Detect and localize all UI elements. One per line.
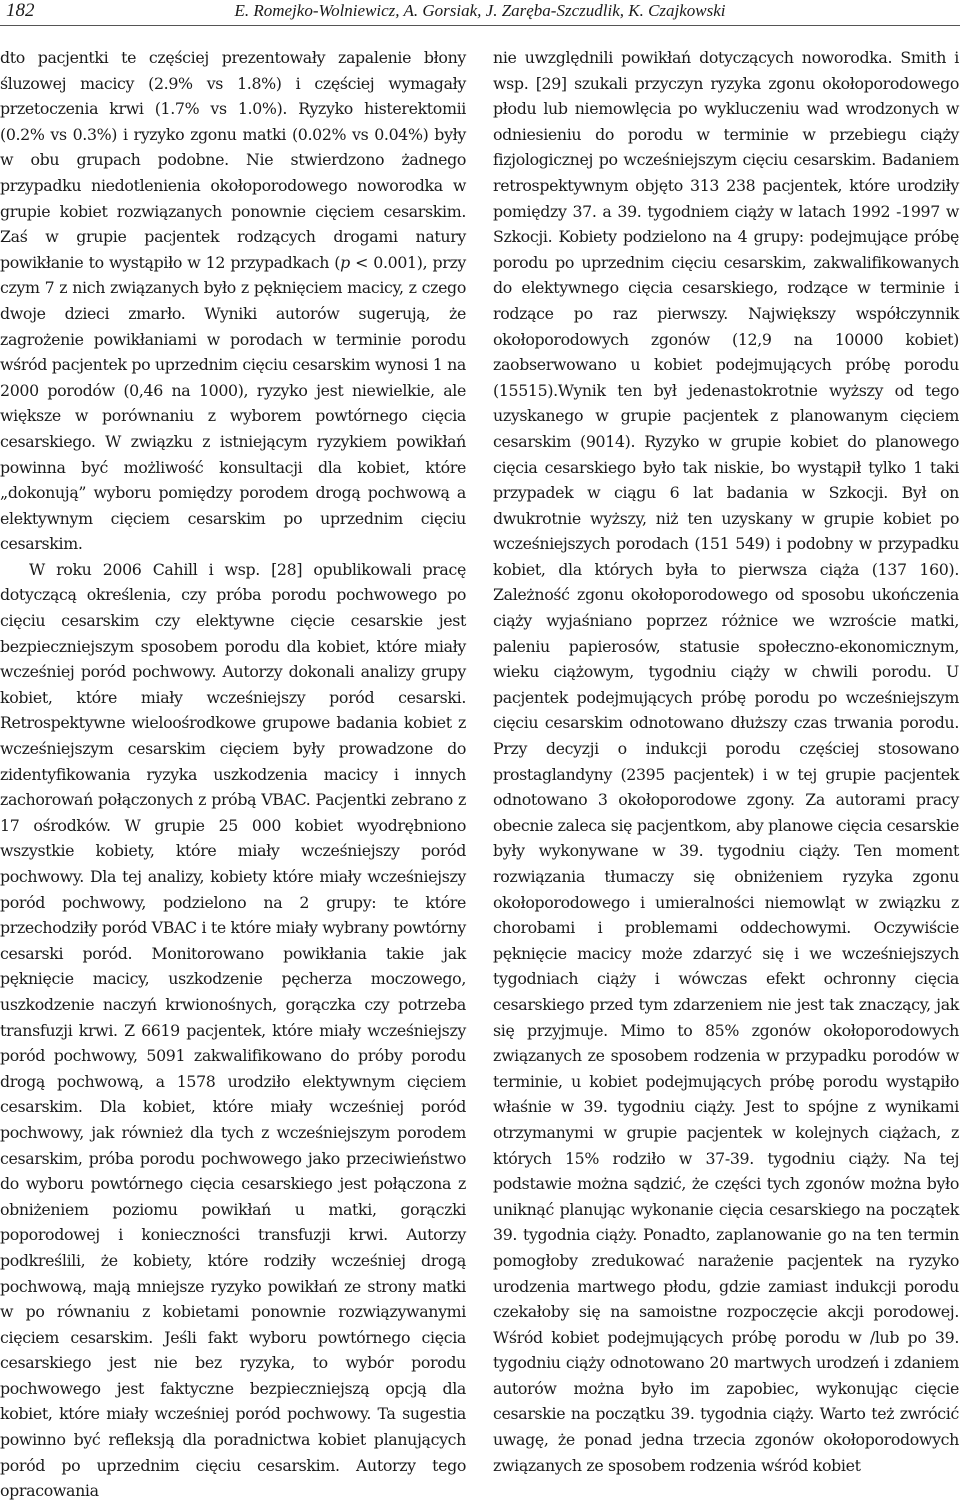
left-paragraph-1-continuation: < 0.001), przy czym 7 z nich związanych było z pęknięciem macicy, z czego dwoje dzieci zmarło. Wyniki autorów sugerują, że zagrożenie powikłaniami w porodach w terminie porodu wśród pacjentek po uprzednim cięciu cesarskim wynosi 1 na 2000 porodów (0,46 na 1000), ryzyko jest niewielkie, ale większe w porównaniu z wyborem powtórnego cięcia cesarskiego. W związku z istniejącym ryzykiem powikłań powinna być możliwość konsultacji dla kobiet, które „dokonują” wyboru pomiędzy porodem drogą pochwową a elektywnym cięciem cesarskim po uprzednim cięciu cesarskim. (0, 252, 466, 554)
left-paragraph-1 (0, 45, 466, 557)
right-column (493, 45, 959, 1475)
header-rule (0, 25, 960, 26)
running-head-authors: E. Romejko-Wolniewicz, A. Gorsiak, J. Zaręba-Szczudlik, K. Czajkowski (234, 1, 726, 20)
page-header (0, 0, 960, 30)
left-paragraph-2: W roku 2006 Cahill i wsp. [28] opublikowali pracę dotyczącą określenia, czy próba porodu pochwowego po cięciu cesarskim czy elektywne cięcie cesarskie jest bezpieczniejszym sposobem porodu dla kobiet, które miały wcześniej poród pochwowy. Autorzy dokonali analizy grupy kobiet, które miały wcześniejszy poród cesarski. Retrospektywne wieloośrodkowe grupowe badania kobiet z wcześniejszym cesarskim cięciem były prowadzone do zidentyfikowania ryzyka uszkodzenia macicy i innych zachorowań połączonych z próbą VBAC. Pacjentki zebrano z 17 ośrodków. W grupie 25 000 kobiet wyodrębniono wszystkie kobiety, które miały wcześniejszy poród pochwowy. Dla tej analizy, kobiety które miały wcześniejszy poród pochwowy, podzielono na 2 grupy: te które przechodziły poród VBAC i te które miały wybrany powtórny cesarski poród. Monitorowano powikłania takie jak pęknięcie macicy, uszkodzenie pęcherza moczowego, uszkodzenie naczyń krwionośnych, gorączka czy potrzeba transfuzji krwi. Z 6619 pacjentek, które miały wcześniejszy poród pochwowy, 5091 zakwalifikowano do próby porodu drogą pochwową, a 1578 urodziło elektywnym cięciem cesarskim. Dla kobiet, które miały wcześniej poród pochwowy, jak również dla tych z wcześniejszym porodem cesarskim, próba porodu pochwowego jako przeciwieństwo do wyboru powtórnego cięcia cesarskiego jest połączona z obniżeniem poziomu powikłań u matki, gorączki poporodowej i konieczności transfuzji krwi. Autorzy podkreślili, że kobiety, które rodziły wcześniej drogą pochwową, mają mniejsze ryzyko powikłań ze strony matki w po równaniu z kobietami ponownie rozwiązywanymi cięciem cesarskim. Jeśli fakt wyboru powtórnego cięcia cesarskiego jest nie bez ryzyka, to wybór porodu pochwowego jest faktyczne bezpieczniejszą opcją dla kobiet, które miały wcześniej poród pochwowy. Ta sugestia powinno być refleksją dla poradnictwa kobiet planujących poród po uprzednim cięciu cesarskim. Autorzy tego opracowania (0, 559, 466, 1501)
right-paragraph-1: nie uwzględnili powikłań dotyczących noworodka. Smith i wsp. [29] szukali przyczyn ryzyka zgonu okołoporodowego płodu lub niemowlęcia po wykluczeniu wad wrodzonych w odniesieniu do porodu w terminie w przebiegu ciąży fizjologicznej po wcześniejszym cięciu cesarskim. Badaniem retrospektywnym objęto 313 238 pacjentek, które urodziły pomiędzy 37. a 39. tygodniem ciąży w latach 1992 -1997 w Szkocji. Kobiety podzielono na 4 grupy: podejmujące próbę porodu po uprzednim cięciu cesarskim, zakwalifikowanych do elektywnego cięcia cesarskiego, rodzące w terminie i rodzące po raz pierwszy. Największy współczynnik okołoporodowych zgonów (12,9 na 10000 kobiet) zaobserwowano u kobiet podejmujących próbę porodu (15515).Wynik ten był jedenastokrotnie wyższy od tego uzyskanego w grupie pacjentek z planowanym cięciem cesarskim (9014). Ryzyko w grupie kobiet do planowego cięcia cesarskiego było tak niskie, bo wystąpił tylko 1 taki przypadek w ciągu 6 lat badania w Szkocji. Był on dwukrotnie wyższy, niż ten uzyskany w grupie kobiet po wcześniejszych porodach (151 549) i podobny w przypadku kobiet, dla których była to pierwsza ciąża (137 160). Zależność zgonu okołoporodowego od sposobu ukończenia ciąży wyjaśniano poprzez różnice we wzroście matki, paleniu papierosów, statusie społeczno-ekonomicznym, wieku ciążowym, tygodniu ciąży w chwili porodu. U pacjentek podejmujących próbę porodu po wcześniejszym cięciu cesarskim odnotowano dłuższy czas trwania porodu. Przy decyzji o indukcji porodu częściej stosowano prostaglandyny (2395 pacjentek) i w tej grupie pacjentek odnotowano 3 okołoporodowe zgony. Za autorami pracy obecnie zaleca się pacjentkom, aby planowe cięcia cesarskie były wykonywane w 39. tygodniu ciąży. Ten moment rozwiązania tłumaczy się obniżeniem ryzyka zgonu okołoporodowego i umieralności niemowląt w związku z chorobami i problemami oddechowymi. Oczywiście pęknięcie macicy może zdarzyć się i we wcześniejszych tygodniach ciąży i wówczas efekt ochronny cięcia cesarskiego przed tym zdarzeniem nie jest tak znaczący, jak się przyjmuje. Mimo to 85% zgonów okołoporodowych związanych ze sposobem rodzenia w przypadku porodów w terminie, u kobiet podejmujących próbę porodu wystąpiło właśnie w 39. tygodniu ciąży. Jest to spójne z wynikami otrzymanymi w grupie pacjentek w kolejnych ciążach, z których 15% rodziło w 37-39. tygodniu ciąży. Na tej podstawie można sądzić, że części tych zgonów można było uniknąć planując wykonanie cięcia cesarskiego na początek 39. tygodnia ciąży. Ponadto, zaplanowanie go na ten termin pomogłoby zredukować narażenie pacjentek na ryzyko urodzenia martwego płodu, gdzie zamiast indukcji porodu czekałoby się na samoistne rozpoczęcie akcji porodowej. Wśród kobiet podejmujących próbę porodu w /lub po 39. tygodniu ciąży odnotowano 20 martwych urodzeń i zdaniem autorów można było im zapobiec, wykonując cięcie cesarskie na początku 39. tygodnia ciąży. Warto też zwrócić uwagę, że ponad jedna trzecia zgonów okołoporodowych związanych ze sposobem rodzenia wśród kobiet (493, 48, 959, 1475)
left-column (0, 45, 466, 1501)
p-value-symbol: p (340, 252, 350, 272)
left-paragraph-1-text: dto pacjentki te częściej prezentowały zapalenie błony śluzowej macicy (2.9% vs 1.8%) i częściej wymagały przetoczenia krwi (1.7% vs 1.0%). Ryzyko histerektomii (0.2% vs 0.3%) i ryzyko zgonu matki (0.02% vs 0.04%) były w obu grupach podobne. Nie stwierdzono żadnego przypadku niedotlenienia okołoporodowego noworodka w grupie kobiet rozwiązanych ponownie cięciem cesarskim. Zaś w grupie pacjentek rodzących drogami natury powikłanie to wystąpiło w 12 przypadkach ( (0, 48, 466, 272)
page-number: 182 (6, 0, 35, 21)
